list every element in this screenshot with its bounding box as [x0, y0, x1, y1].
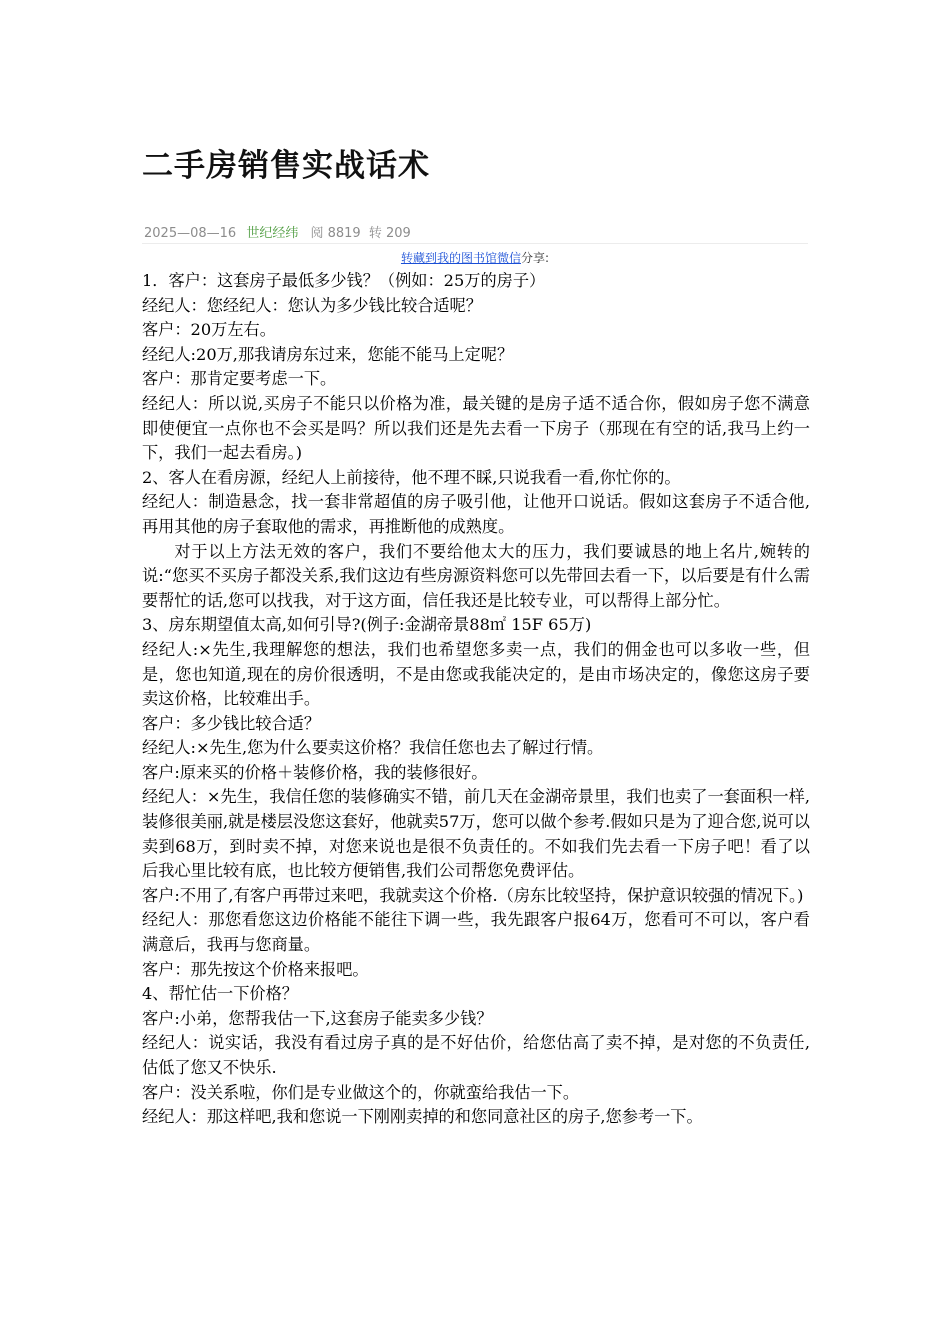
paragraph: 经纪人：那您看您这边价格能不能往下调一些，我先跟客户报64万，您看可不可以，客户看满意后，我再与您商量。: [142, 910, 810, 955]
paragraph: 经纪人：制造悬念，找一套非常超值的房子吸引他，让他开口说话。假如这套房子不适合他,再用其他的房子套取他的需求，再推断他的成熟度。: [142, 492, 810, 536]
paragraph: 客户:不用了,有客户再带过来吧，我就卖这个价格.（房东比较坚持，保护意识较强的情况下。): [142, 885, 804, 905]
paragraph: 经纪人：您经纪人：您认为多少钱比较合适呢？: [142, 295, 482, 315]
paragraph: 客户：那先按这个价格来报吧。: [142, 959, 369, 979]
paragraph: 3、房东期望值太高,如何引导?(例子:金湖帝景88㎡ 15F 65万): [142, 615, 592, 635]
paragraph: 客户：多少钱比较合适？: [142, 713, 321, 733]
article-meta: [144, 222, 411, 241]
share-count: 转 209: [368, 226, 411, 241]
paragraph: 经纪人：×先生，我信任您的装修确实不错，前几天在金湖帝景里，我们也卖了一套面积一样,装修很美丽,就是楼层没您这套好，他就卖57万，您可以做个参考.假如只是为了迎合您,说可以卖到68万，到时卖不掉，对您来说也是很不负责任的。不如我们先去看一下房子吧！看了以后我心里比较有底，也比较方便销售,我们公司帮您免费评估。: [142, 787, 810, 881]
paragraph: 客户:小弟，您帮我估一下,这套房子能卖多少钱？: [142, 1008, 493, 1028]
read-count: 阅 8819: [310, 226, 361, 241]
paragraph: 客户：那肯定要考虑一下。: [142, 369, 337, 389]
paragraph: 客户：20万左右。: [142, 320, 276, 340]
paragraph: 对于以上方法无效的客户，我们不要给他太大的压力，我们要诚恳的地上名片,婉转的说:“您买不买房子都没关系,我们这边有些房源资料您可以先带回去看一下，以后要是有什么需要帮忙的话,您可以找我，对于这方面，信任我还是比较专业，可以帮得上部分忙。: [142, 541, 810, 610]
paragraph: 经纪人:×先生,我理解您的想法，我们也希望您多卖一点，我们的佣金也可以多收一些，但是，您也知道,现在的房价很透明，不是由您或我能决定的，是由市场决定的，像您这房子要卖这价格，比较难出手。: [142, 639, 810, 709]
article-body: [142, 269, 810, 1130]
paragraph: 经纪人：那这样吧,我和您说一下刚刚卖掉的和您同意社区的房子,您参考一下。: [142, 1107, 703, 1127]
save-to-library-link[interactable]: 转藏到我的图书馆: [400, 251, 497, 265]
paragraph: 经纪人:×先生,您为什么要卖这价格？我信任您也去了解过行情。: [142, 738, 604, 758]
paragraph: 客户:原来买的价格＋装修价格，我的装修很好。: [142, 762, 488, 782]
paragraph: 经纪人：所以说,买房子不能只以价格为准，最关键的是房子适不适合你，假如房子您不满意即使便宜一点你也不会买是吗？所以我们还是先去看一下房子（那现在有空的话,我马上约一下，我们一起去看房。): [142, 393, 810, 463]
author-link[interactable]: 世纪经纬: [246, 226, 299, 241]
paragraph: 客户：没关系啦，你们是专业做这个的，你就蛮给我估一下。: [142, 1082, 580, 1102]
share-label: 分享:: [520, 251, 550, 265]
paragraph: 4、帮忙估一下价格？: [142, 984, 298, 1004]
wechat-share-link[interactable]: 微信: [496, 251, 521, 265]
article-title: 二手房销售实战话术: [142, 148, 430, 184]
meta-divider: [142, 243, 808, 244]
paragraph: 经纪人:20万,那我请房东过来，您能不能马上定呢？: [142, 344, 514, 364]
paragraph: 经纪人：说实话，我没有看过房子真的是不好估价，给您估高了卖不掉，是对您的不负责任,估低了您又不快乐.: [142, 1033, 810, 1077]
share-bar: [142, 249, 808, 266]
paragraph: 1．客户：这套房子最低多少钱？（例如：25万的房子）: [142, 271, 546, 290]
paragraph: 2、客人在看房源，经纪人上前接待，他不理不睬,只说我看一看,你忙你的。: [142, 467, 681, 487]
publish-date: 2025—08—16: [144, 226, 237, 241]
